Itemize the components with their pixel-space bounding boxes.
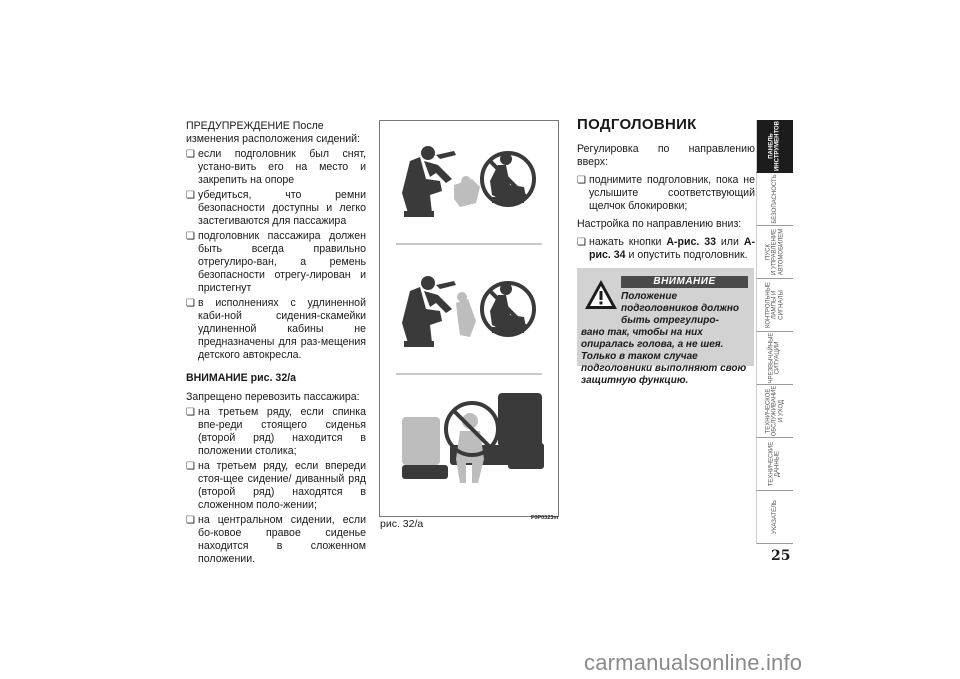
list-item: ❏ на третьем ряду, если впереди стоя-щее сидение/ диванный ряд (второй ряд) находятся в сложенном поло-жении; — [186, 460, 366, 512]
list-item-text: и опустить подголовник. — [625, 249, 748, 261]
tab-technical-data[interactable] — [756, 438, 793, 491]
right-column — [577, 118, 755, 264]
tab-warning-lights[interactable] — [756, 279, 793, 332]
tab-label: ПАНЕЛЬ ИНСТРУМЕНТОВ — [768, 121, 781, 171]
figure-divider — [396, 373, 542, 375]
list-item: ❏ на третьем ряду, если спинка впе-реди стоящего сиденья (второй ряд) находится в положении столика; — [186, 406, 366, 458]
figure-caption: рис. 32/а — [380, 518, 424, 530]
tab-label: КОНТРОЛЬНЫЕ ЛАМПЫ И СИГНАЛЫ — [765, 281, 785, 329]
figure-ref: А-рис. 33 — [666, 236, 716, 248]
adjust-down-intro: Настройка по направлению вниз: — [577, 218, 742, 230]
tab-label: ЧРЕЗВЫЧАЙНЫЕ СИТУАЦИИ — [768, 332, 781, 384]
page-number: 25 — [771, 548, 791, 564]
third-row-seat-illustration — [380, 383, 558, 513]
tab-label: ТЕХНИЧЕСКОЕ ОБСЛУЖИВАНИЕ И УХОД — [765, 385, 785, 437]
list-item: ❏ поднимите подголовник, пока не услышите соответствующий щелчок блокировки; — [577, 174, 755, 213]
child-seat-illustration-1 — [380, 131, 558, 241]
list-item — [577, 236, 755, 262]
warning-text-line: Положение подголовников должно быть отрегулиро- — [621, 291, 739, 326]
watermark: carmanualsonline.info — [584, 650, 803, 675]
list-item: ❏ убедиться, что ремни безопасности доступны и легко застегиваются для пассажира — [186, 189, 366, 228]
list-item: ❏ на центральном сидении, если бо-ковое правое сиденье находится в сложенном положении. — [186, 514, 366, 566]
adjust-up-intro: Регулировка по направлению вверх: — [577, 143, 755, 168]
list-item-text: нажать кнопки — [589, 236, 667, 248]
list-item-text: или — [716, 236, 744, 248]
tab-label: ПУСК И УПРАВЛЕНИЕ АВТОМОБИЛЕМ — [765, 228, 785, 276]
left-column — [186, 120, 366, 568]
tab-label: БЕЗОПАСНОСТЬ — [771, 174, 778, 224]
tab-instrument-panel[interactable] — [756, 120, 793, 173]
figure-code: F0P0323m — [531, 515, 559, 521]
tab-emergency[interactable] — [756, 332, 793, 385]
figure-ref: А-рис. 34 — [589, 236, 755, 261]
warning-text-line: вано так, чтобы на них опиралась голова, а не шея. Только в таком случае подголовники выполняют свою защитную функцию. — [581, 327, 747, 386]
attention-heading: ВНИМАНИЕ рис. 32/а — [186, 372, 297, 384]
list-item: ❏ в исполнениях с удлиненной каби-ной сидения-скамейки удлиненной кабины не предназначены для раз-мещения детского автокресла. — [186, 297, 366, 362]
tab-starting-driving[interactable] — [756, 226, 793, 279]
tab-safety[interactable] — [756, 173, 793, 226]
child-seat-illustration-2 — [380, 261, 558, 371]
warning-text — [581, 291, 751, 387]
warning-box — [577, 268, 754, 386]
figure-divider — [396, 243, 542, 245]
warning-title: ВНИМАНИЕ — [621, 276, 748, 288]
list-item: ❏ подголовник пассажира должен быть всегда правильно отрегулиро-ван, а ремень безопасности отрегу-лирован и пристегнут — [186, 230, 366, 295]
forbidden-intro: Запрещено перевозить пассажира: — [186, 391, 360, 403]
tab-maintenance[interactable] — [756, 385, 793, 438]
tab-label: ТЕХНИЧЕСКИЕ ДАННЫЕ — [768, 441, 781, 487]
figure-32a — [379, 120, 559, 517]
section-title: ПОДГОЛОВНИК — [577, 116, 697, 133]
tab-label: УКАЗАТЕЛЬ — [771, 500, 778, 534]
tab-index[interactable] — [756, 491, 793, 544]
list-item: ❏ если подголовник был снят, устано-вить его на место и закрепить на опоре — [186, 148, 366, 187]
warning-intro: ПРЕДУПРЕЖДЕНИЕ После изменения расположения сидений: — [186, 120, 361, 145]
